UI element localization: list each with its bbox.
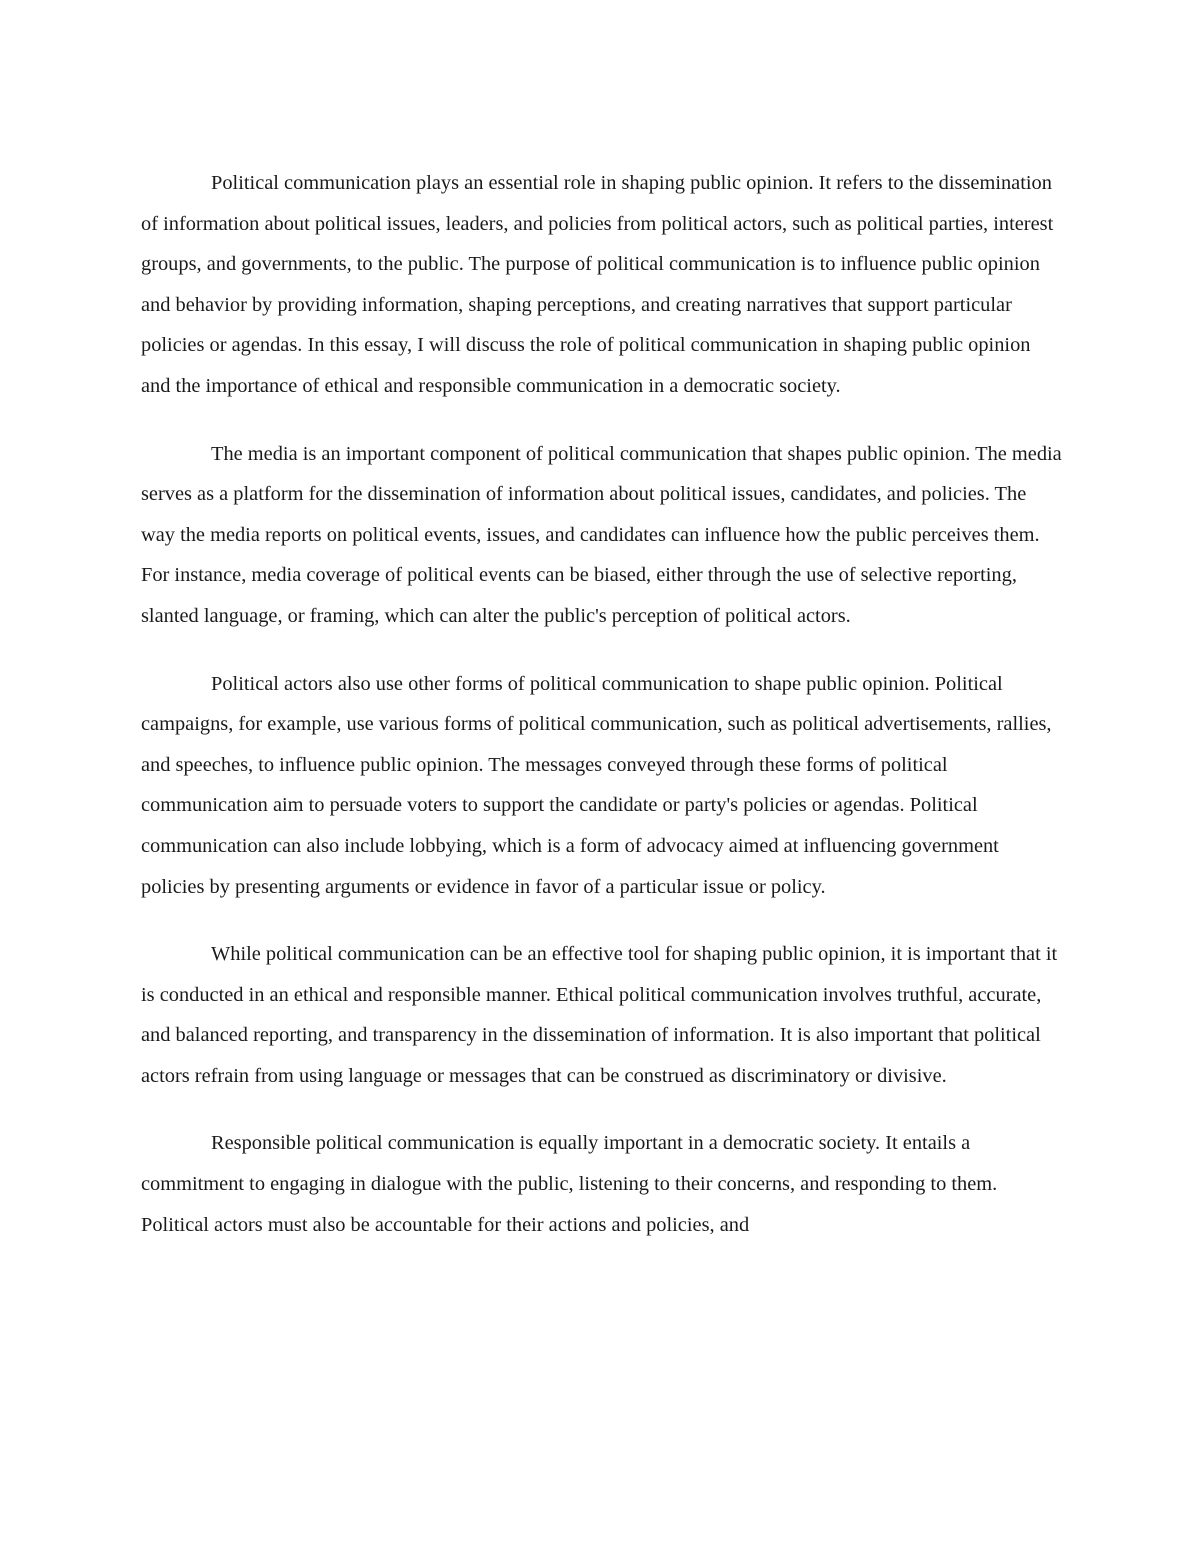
paragraph-2: The media is an important component of political communication that shapes public opinion. The media serves as a platform for the dissemination of information about political issues, candidates, and policies. The way the media reports on political events, issues, and candidates can influence how the public perceives them. For instance, media coverage of political events can be biased, either through the use of selective reporting, slanted language, or framing, which can alter the public's perception of political actors. (141, 442, 1062, 627)
document-body (141, 163, 1063, 1272)
paragraph-1: Political communication plays an essential role in shaping public opinion. It refers to the dissemination of information about political issues, leaders, and policies from political actors, such as political parties, interest groups, and governments, to the public. The purpose of political communication is to influence public opinion and behavior by providing information, shaping perceptions, and creating narratives that support particular policies or agendas. In this essay, I will discuss the role of political communication in shaping public opinion and the importance of ethical and responsible communication in a democratic society. (141, 172, 1054, 397)
paragraph-4: While political communication can be an effective tool for shaping public opinion, it is important that it is conducted in an ethical and responsible manner. Ethical political communication involves truthful, accurate, and balanced reporting, and transparency in the dissemination of information. It is also important that political actors refrain from using language or messages that can be construed as discriminatory or divisive. (141, 943, 1058, 1087)
paragraph-5: Responsible political communication is equally important in a democratic society. It entails a commitment to engaging in dialogue with the public, listening to their concerns, and responding to them. Political actors must also be accountable for their actions and policies, and (141, 1132, 998, 1236)
paragraph-3: Political actors also use other forms of political communication to shape public opinion. Political campaigns, for example, use various forms of political communication, such as political advertisements, rallies, and speeches, to influence public opinion. The messages conveyed through these forms of political communication aim to persuade voters to support the candidate or party's policies or agendas. Political communication can also include lobbying, which is a form of advocacy aimed at influencing government policies by presenting arguments or evidence in favor of a particular issue or policy. (141, 672, 1052, 898)
